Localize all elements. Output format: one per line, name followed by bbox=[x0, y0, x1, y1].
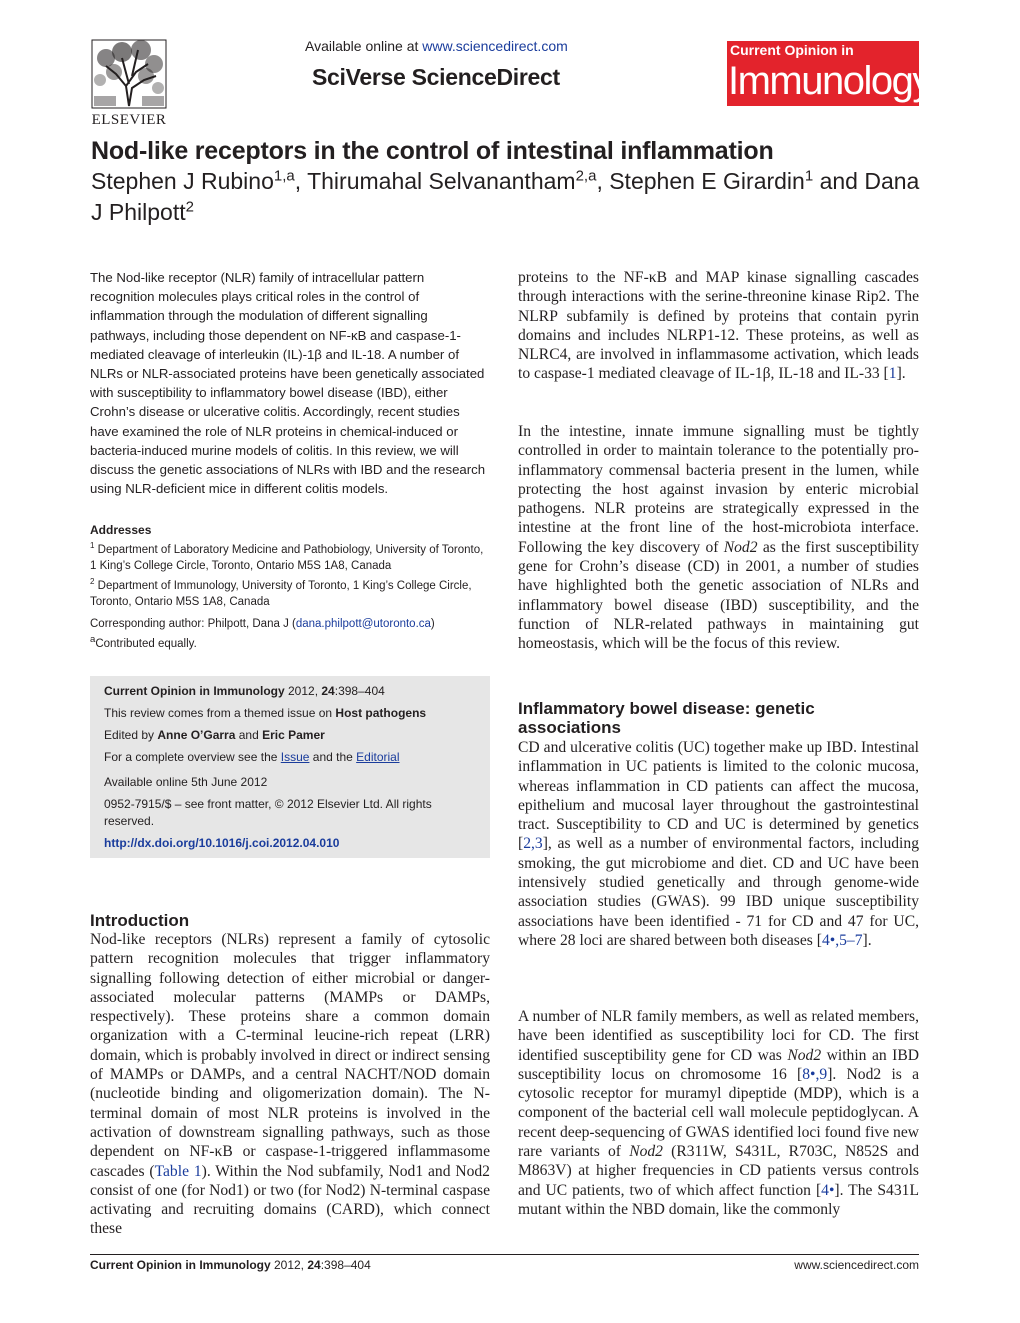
author-name: Thirumahal Selvanantham bbox=[307, 168, 576, 194]
ibd-heading: Inflammatory bowel disease: genetic associations bbox=[518, 699, 815, 737]
ref-link[interactable]: 2,3 bbox=[523, 835, 543, 853]
author-list bbox=[91, 166, 931, 228]
sciencedirect-link[interactable]: www.sciencedirect.com bbox=[422, 38, 568, 54]
article-title: Nod-like receptors in the control of intestinal inflammation bbox=[91, 137, 774, 165]
paragraph-4: A number of NLR family members, as well as related members, have been identified as susceptibility loci for CD. The first identified susceptibility gene for CD was Nod2 within an IBD susceptibility locus on chromosome 16 [8•,9]. Nod2 is a cytosolic receptor for muramyl dipeptide (MDP), which is a component of the bacterial cell wall molecule peptidoglycan. A recent deep-sequencing of GWAS identified loci found five new rare variants of Nod2 (R311W, S431L, R703C, N852S and M863V) at higher frequencies in CD patients versus controls and UC patients, two of which affect function [4•]. The S431L mutant within the NBD domain, like the commonly bbox=[518, 1008, 920, 1218]
paragraph-2: In the intestine, innate immune signalling must be tightly controlled in order to maintain tolerance to the potentially pro-inflammatory commensal bacteria present in the lumen, while protecting the host against invasion by enteric microbial pathogens. NLR proteins are strategically expressed in the intestine at the front line of the host-microbiota interface. Following the key discovery of Nod2 as the first susceptibility gene for Crohn’s disease (CD) in 2001, a number of studies have highlighted both the genetic association of NLRs and inflammatory bowel disease (IBD) susceptibility, and the function of NLR-related pathways in maintaining gut homeostasis, which will be the focus of this review. bbox=[518, 423, 919, 653]
journal-logo-top: Current Opinion in bbox=[730, 42, 854, 58]
platform-name: SciVerse ScienceDirect bbox=[312, 64, 560, 90]
footer-divider bbox=[90, 1254, 919, 1255]
citation-line: Current Opinion in Immunology 2012, 24:398–404 bbox=[104, 684, 385, 698]
doi-link[interactable]: http://dx.doi.org/10.1016/j.coi.2012.04.010 bbox=[104, 836, 340, 850]
corresponding-author: Corresponding author: Philpott, Dana J (dana.philpott@utoronto.ca) $^a$Contributed equally. bbox=[90, 616, 490, 652]
author-name: Stephen E Girardin bbox=[609, 168, 805, 194]
footer-url[interactable]: www.sciencedirect.com bbox=[794, 1258, 919, 1272]
author-name: Stephen J Rubino bbox=[91, 168, 274, 194]
paragraph-3: CD and ulcerative colitis (UC) together make up IBD. Intestinal inflammation in UC patients is limited to the colonic mucosa, whereas inflammation in CD patients can affect the mucosa, epithelium and mucosal layer throughout the gastrointestinal tract. Susceptibility to CD and UC is determined by genetics [2,3], as well as a number of environmental factors, including smoking, the gut microbiome and diet. CD and UC have been intensively studied genetically and through genome-wide association studies (GWAS). 99 IBD unique susceptibility associations have been identified - 71 for CD and 47 for UC, where 28 loci are shared between both diseases [4•,5–7]. bbox=[518, 739, 919, 949]
available-online-date: Available online 5th June 2012 bbox=[104, 775, 268, 789]
ref-link[interactable]: 1 bbox=[888, 365, 897, 383]
addresses bbox=[90, 522, 490, 610]
journal-logo bbox=[727, 41, 931, 106]
copyright-line: 0952-7915/$ – see front matter, © 2012 Elsevier Ltd. All rights reserved. bbox=[104, 797, 432, 828]
address-item: $^2$ Department of Immunology, University of Toronto, 1 King’s College Circle, Toronto, Ontario M5S 1A8, Canada bbox=[90, 576, 472, 608]
theme-line: This review comes from a themed issue on Host pathogens bbox=[104, 706, 427, 720]
equal-contribution-note: $^a$Contributed equally. bbox=[90, 634, 197, 650]
abstract: The Nod-like receptor (NLR) family of intracellular pattern recognition molecules plays critical roles in the control of inflammation through the modulation of different signalling pathways, including those dependent on NF-κB and caspase-1-mediated cleavage of interleukin (IL)-1β and IL-18. A number of NLRs or NLR-associated proteins have been genetically associated with susceptibility to inflammatory bowel disease (IBD), either Crohn’s disease or ulcerative colitis. Accordingly, recent studies have examined the role of NLR proteins in chemical-induced or bacteria-induced murine models of colitis. In this review, we will discuss the genetic associations of NLRs with IBD and the research using NLR-deficient mice in different colitis models. bbox=[90, 270, 486, 497]
introduction-heading: Introduction bbox=[90, 911, 190, 930]
publisher-name: ELSEVIER bbox=[91, 112, 167, 128]
author-affiliation: 2,a bbox=[575, 167, 597, 185]
addresses-heading: Addresses bbox=[90, 523, 152, 537]
article-info-box bbox=[90, 676, 490, 858]
ref-link[interactable]: 8•,9 bbox=[802, 1065, 828, 1083]
editors-line: Edited by Anne O’Garra and Eric Pamer bbox=[104, 728, 325, 742]
author-separator: and bbox=[813, 168, 865, 194]
ref-link[interactable]: 4•,5–7 bbox=[821, 931, 863, 949]
table-1-link[interactable]: Table 1 bbox=[154, 1162, 202, 1180]
footer-citation: Current Opinion in Immunology 2012, 24:398–404 bbox=[90, 1258, 371, 1272]
email-link[interactable]: dana.philpott@utoronto.ca bbox=[295, 618, 431, 630]
editorial-link[interactable]: Editorial bbox=[356, 750, 400, 764]
paragraph-1: proteins to the NF-κB and MAP kinase signalling cascades through interactions with the serine-threonine kinase Rip2. The NLRP subfamily is defined by proteins that contain pyrin domains and includes NLRP1-12. These proteins, as well as NLRC4, are involved in inflammasome activation, which leads to caspase-1 mediated cleavage of IL-1β, IL-18 and IL-33 [1]. bbox=[518, 269, 919, 383]
introduction-text: Nod-like receptors (NLRs) represent a family of cytosolic pattern recognition molecules that trigger inflammatory signalling following detection of either microbial or danger-associated molecular patterns (MAMPs or DAMPs, respectively). These proteins share a common domain organization with a C-terminal leucine-rich repeat (LRR) domain, which is probably involved in direct or indirect sensing of MAMPs or DAMPs, and a central NACHT/NOD domain (nucleotide binding and oligomerization domain). The N-terminal domain of most NLR proteins is involved in the activation of downstream signalling pathways, such as those dependent on NF-κB or caspase-1-triggered inflammasome cascades (Table 1). Within the Nod subfamily, Nod1 and Nod2 consist of one (for Nod1) or two (for Nod2) N-terminal caspase activating and recruiting domains (CARD), which connect these bbox=[90, 931, 490, 1238]
address-item: $^1$ Department of Laboratory Medicine and Pathobiology, University of Toronto, 1 King’s College Circle, Toronto, Ontario M5S 1A8, Canada bbox=[90, 541, 484, 572]
available-prefix: Available online at bbox=[305, 38, 423, 54]
issue-link[interactable]: Issue bbox=[280, 750, 310, 764]
author-affiliation: 2 bbox=[185, 198, 194, 216]
author-name: Dana J Philpott bbox=[91, 168, 920, 225]
overview-line: For a complete overview see the Issue and the Editorial bbox=[104, 750, 400, 764]
journal-logo-name: Immunology bbox=[728, 59, 931, 103]
author-affiliation: 1,a bbox=[273, 167, 295, 185]
author-separator: , bbox=[596, 168, 610, 194]
availability-line bbox=[305, 38, 568, 54]
ref-link[interactable]: 4• bbox=[821, 1181, 835, 1199]
author-separator: , bbox=[294, 168, 308, 194]
author-affiliation: 1 bbox=[804, 167, 814, 185]
